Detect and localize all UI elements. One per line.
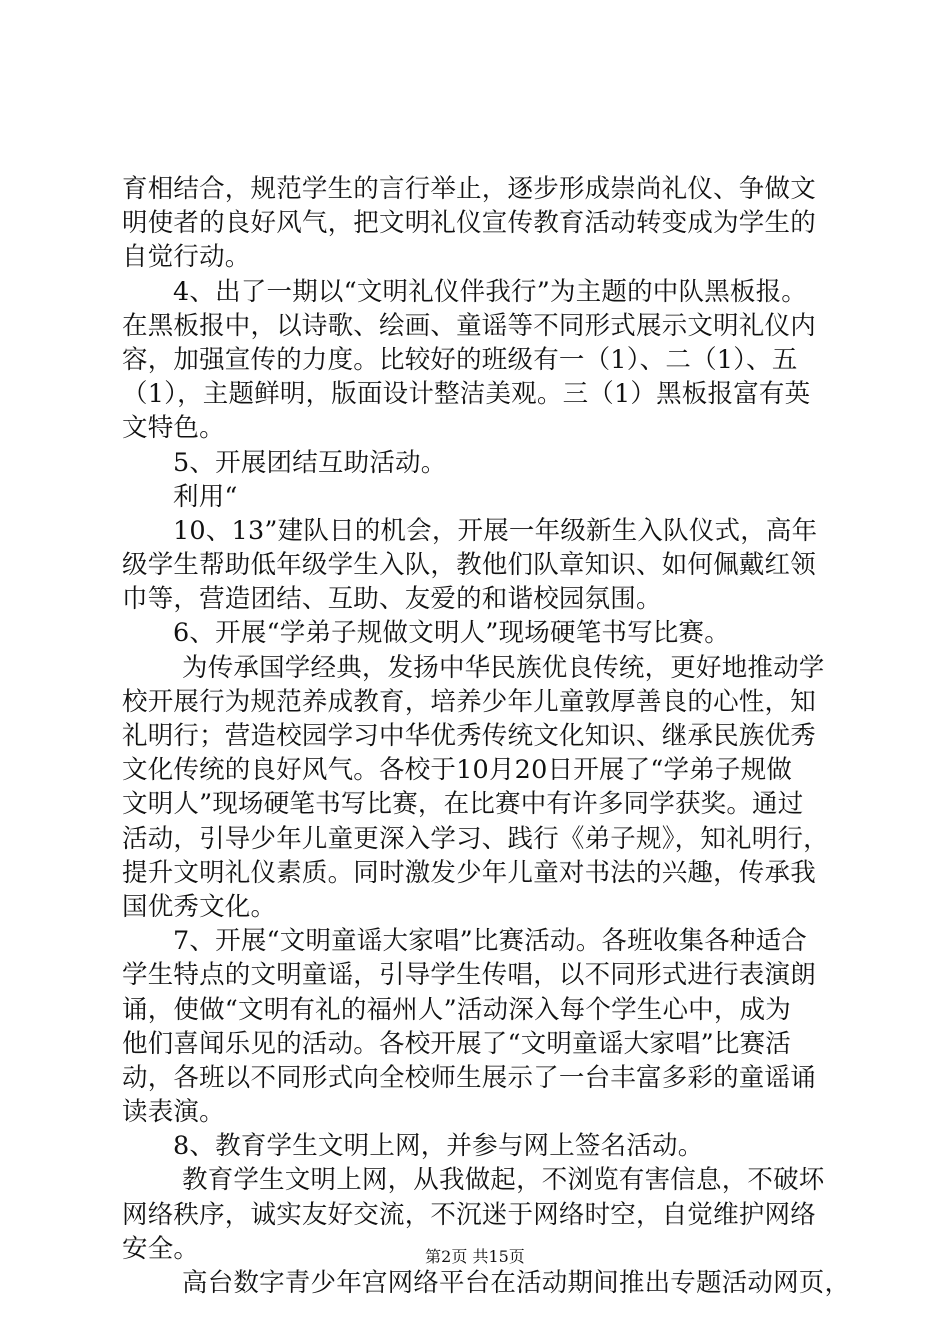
text-line: 教育学生文明上网，从我做起，不浏览有害信息，不破坏: [182, 1165, 825, 1196]
text-line: 文明人”现场硬笔书写比赛，在比赛中有许多同学获奖。通过: [122, 789, 804, 820]
text-line: 10、13”建队日的机会，开展一年级新生入队仪式，高年: [173, 515, 818, 546]
text-line: 读表演。: [122, 1097, 225, 1128]
text-line: 自觉行动。: [122, 242, 251, 273]
text-line: 文特色。: [122, 413, 225, 444]
text-line: 育相结合，规范学生的言行举止，逐步形成崇尚礼仪、争做文: [122, 174, 816, 204]
page-footer: 第2页 共15页: [425, 1247, 525, 1266]
text-line: 文化传统的良好风气。各校于10月20日开展了“学弟子规做: [122, 755, 793, 786]
text-line: 礼明行；营造校园学习中华优秀传统文化知识、继承民族优秀: [122, 721, 816, 751]
text-line: 容，加强宣传的力度。比较好的班级有一（1）、二（1）、五: [122, 344, 798, 375]
text-line: 巾等，营造团结、互助、友爱的和谐校园氛围。: [122, 584, 662, 615]
text-line: 8、教育学生文明上网，并参与网上签名活动。: [173, 1131, 704, 1162]
text-line: 7、开展“文明童谣大家唱”比赛活动。各班收集各种适合: [173, 926, 807, 957]
text-line: 高台数字青少年宫网络平台在活动期间推出专题活动网页，: [182, 1268, 851, 1298]
text-line: 在黑板报中，以诗歌、绘画、童谣等不同形式展示文明礼仪内: [122, 310, 816, 341]
text-line: 学生特点的文明童谣，引导学生传唱，以不同形式进行表演朗: [122, 960, 816, 991]
text-line: 活动，引导少年儿童更深入学习、践行《弟子规》，知礼明行，: [122, 823, 829, 854]
text-line: 级学生帮助低年级学生入队，教他们队章知识、如何佩戴红领: [122, 550, 816, 581]
text-line: （1），主题鲜明，版面设计整洁美观。三（1）黑板报富有英: [122, 379, 811, 410]
text-line: 为传承国学经典，发扬中华民族优良传统，更好地推动学: [182, 652, 825, 683]
text-line: 提升文明礼仪素质。同时激发少年儿童对书法的兴趣，传承我: [122, 857, 816, 888]
text-line: 国优秀文化。: [122, 891, 277, 922]
text-line: 明使者的良好风气，把文明礼仪宣传教育活动转变成为学生的: [122, 208, 816, 239]
text-line: 6、开展“学弟子规做文明人”现场硬笔书写比赛。: [173, 618, 730, 649]
body-text: [122, 172, 851, 1300]
text-line: 4、出了一期以“文明礼仪伴我行”为主题的中队黑板报。: [173, 276, 807, 307]
text-line: 诵，使做“文明有礼的福州人”活动深入每个学生心中，成为: [122, 994, 791, 1025]
text-line: 动，各班以不同形式向全校师生展示了一台丰富多彩的童谣诵: [122, 1062, 816, 1093]
text-line: 5、开展团结互助活动。: [173, 447, 447, 478]
text-line: 利用“: [173, 481, 238, 512]
text-line: 安全。: [122, 1233, 200, 1264]
text-line: 他们喜闻乐见的活动。各校开展了“文明童谣大家唱”比赛活: [122, 1028, 791, 1059]
text-line: 校开展行为规范养成教育，培养少年儿童敦厚善良的心性，知: [122, 686, 816, 717]
text-line: 网络秩序，诚实友好交流，不沉迷于网络时空，自觉维护网络: [122, 1199, 816, 1230]
